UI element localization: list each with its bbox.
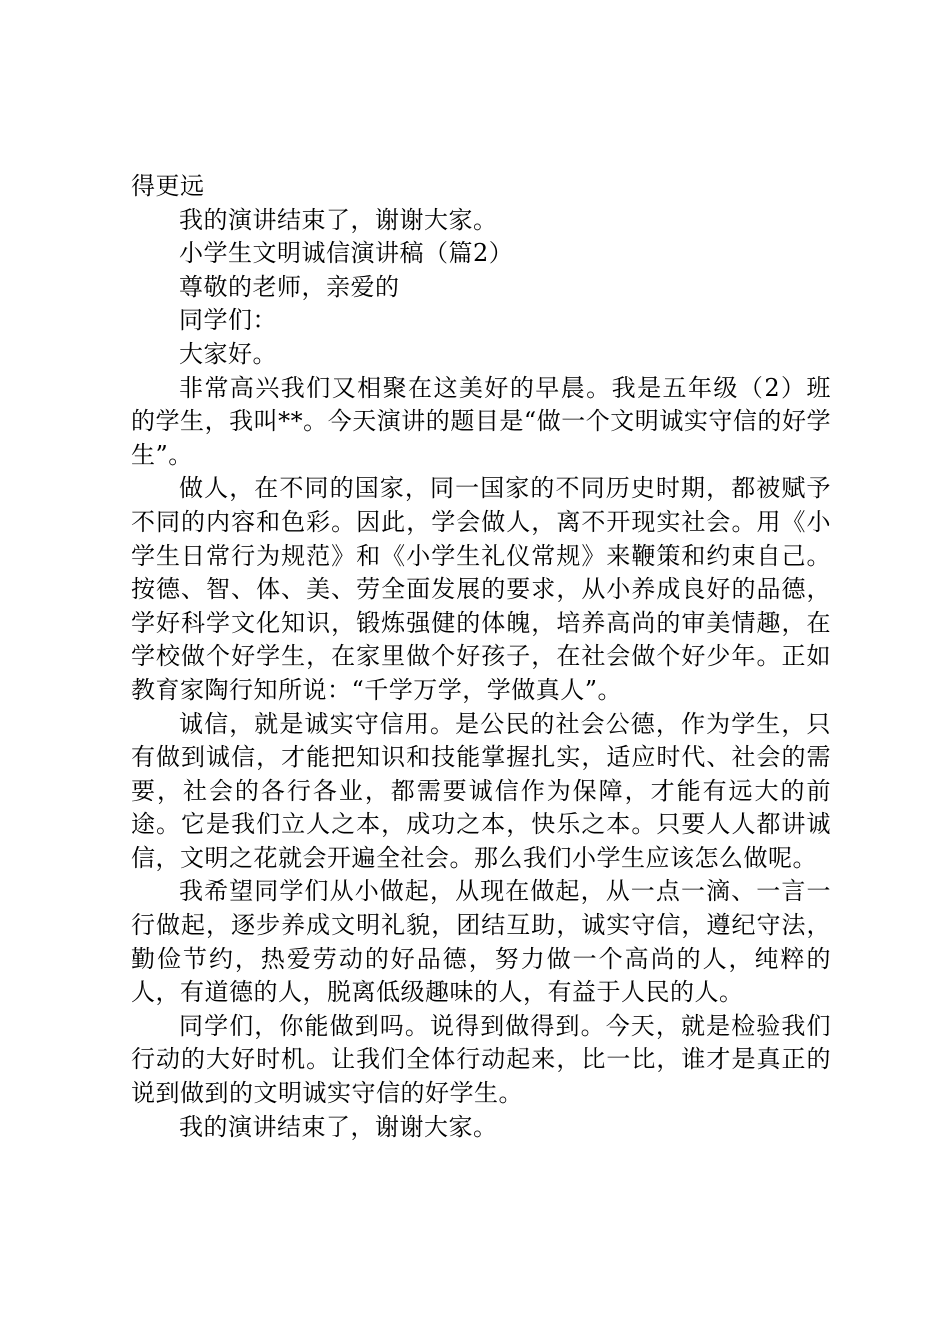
- continued-line: 得更远: [131, 172, 205, 200]
- paragraph-being-human: 做人，在不同的国家，同一国家的不同历史时期，都被赋予不同的内容和色彩。因此，学会做人，离不开现实社会。用《小学生日常行为规范》和《小学生礼仪常规》来鞭策和约束自己。按德、智、体、美、劳全面发展的要求，从小养成良好的品德，学好科学文化知识，锻炼强健的体魄，培养高尚的审美情趣，在学校做个好学生，在家里做个好孩子，在社会做个好少年。正如教育家陶行知所说：“千学万学，学做真人”。: [131, 474, 831, 704]
- paragraph-integrity: 诚信，就是诚实守信用。是公民的社会公德，作为学生，只有做到诚信，才能把知识和技能掌握扎实，适应时代、社会的需要，社会的各行各业，都需要诚信作为保障，才能有远大的前途。它是我们立人之本，成功之本，快乐之本。只要人人都讲诚信，文明之花就会开遍全社会。那么我们小学生应该怎么做呢。: [131, 709, 831, 872]
- previous-closing-line: 我的演讲结束了，谢谢大家。: [179, 205, 498, 234]
- speech-text: [131, 170, 831, 1144]
- paragraph-hope: 我希望同学们从小做起，从现在做起，从一点一滴、一言一行做起，逐步养成文明礼貌，团结互助，诚实守信，遵纪守法，勤俭节约，热爱劳动的好品德，努力做一个高尚的人，纯粹的人，有道德的人，脱离低级趣味的人，有益于人民的人。: [131, 877, 831, 1007]
- speech-title: 小学生文明诚信演讲稿（篇2）: [179, 239, 514, 268]
- greeting-line: 大家好。: [179, 339, 277, 368]
- paragraph-call-to-action: 同学们，你能做到吗。说得到做得到。今天，就是检验我们行动的大好时机。让我们全体行动起来，比一比，谁才是真正的说到做到的文明诚实守信的好学生。: [131, 1011, 831, 1108]
- salutation-line-2: 同学们：: [179, 306, 277, 335]
- paragraph-intro: 非常高兴我们又相聚在这美好的早晨。我是五年级（2）班的学生，我叫**。今天演讲的题目是“做一个文明诚实守信的好学生”。: [131, 373, 831, 469]
- salutation-line-1: 尊敬的老师，亲爱的: [179, 272, 400, 301]
- closing-line: 我的演讲结束了，谢谢大家。: [179, 1112, 498, 1141]
